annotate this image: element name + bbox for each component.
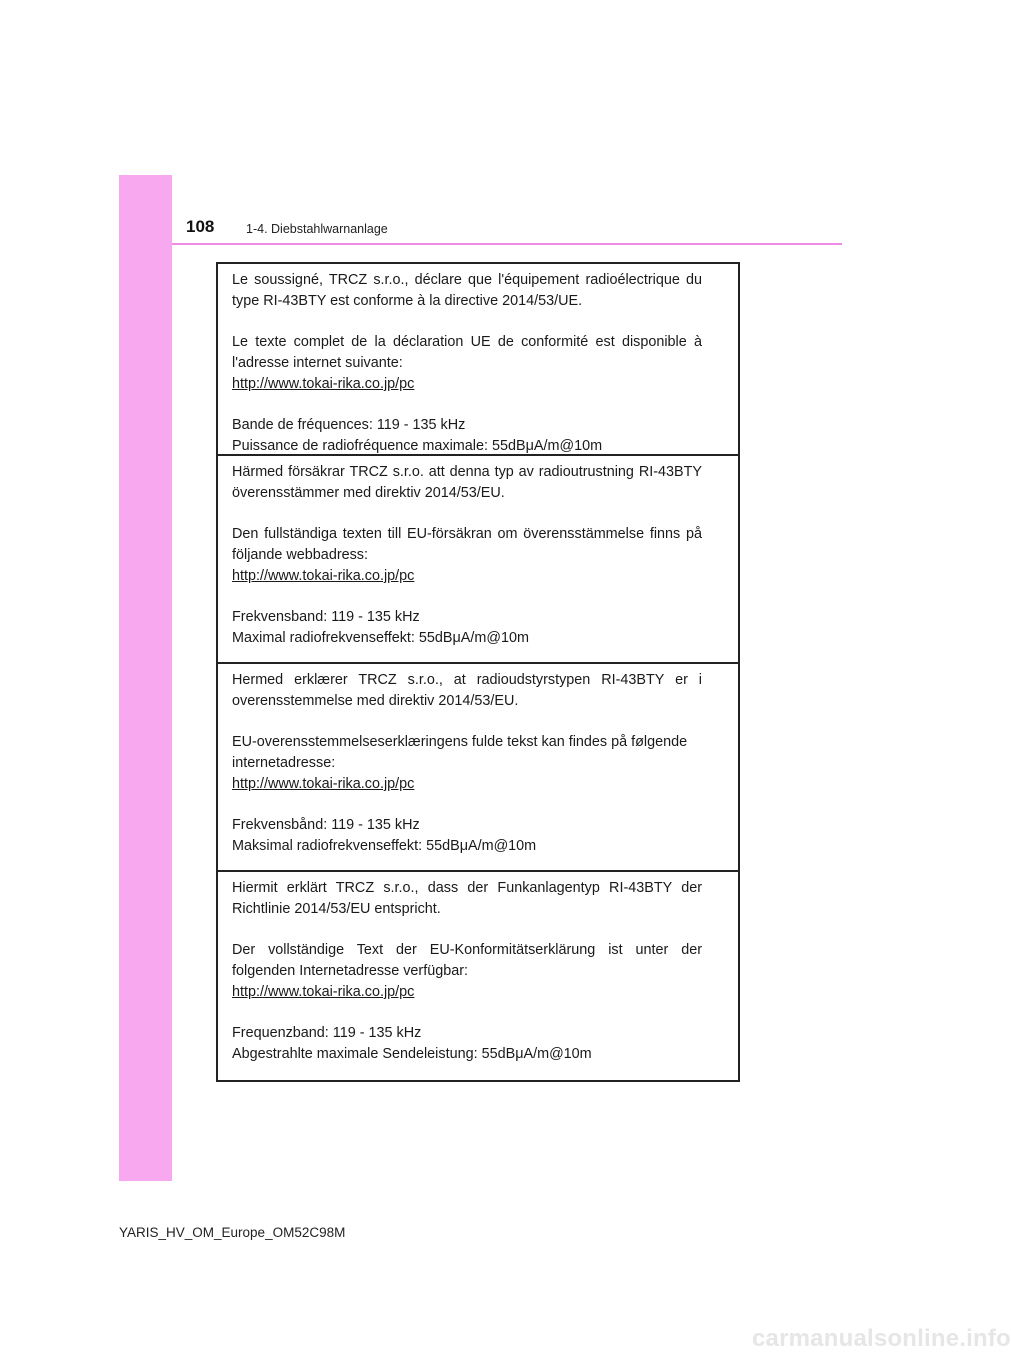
declaration-text: Härmed försäkrar TRCZ s.r.o. att denna typ av radioutrustning RI-43BTY överensstämmer med direktiv 2014/53/EU.	[232, 464, 702, 501]
full-text-notice: EU-overensstemmelseserklæringens fulde tekst kan findes på følgende internetadresse:	[232, 734, 688, 771]
declaration-block-de	[218, 872, 738, 1080]
header-divider	[172, 243, 842, 245]
document-id-footer: YARIS_HV_OM_Europe_OM52C98M	[119, 1225, 346, 1240]
frequency-band: Bande de fréquences: 119 - 135 kHz	[232, 417, 466, 433]
frequency-band: Frequenzband: 119 - 135 kHz	[232, 1025, 422, 1041]
declaration-block-fr	[218, 264, 738, 456]
full-text-notice: Le texte complet de la déclaration UE de conformité est disponible à l'adresse internet suivante:	[232, 334, 702, 371]
max-power: Abgestrahlte maximale Sendeleistung: 55dBμA/m@10m	[232, 1046, 592, 1062]
frequency-band: Frekvensband: 119 - 135 kHz	[232, 609, 420, 625]
declaration-block-sv	[218, 456, 738, 664]
declaration-block-da	[218, 664, 738, 872]
max-power: Puissance de radiofréquence maximale: 55dBμA/m@10m	[232, 438, 603, 454]
site-watermark: carmanualsonline.info	[752, 1325, 1011, 1352]
max-power: Maximal radiofrekvenseffekt: 55dBμA/m@10m	[232, 630, 529, 646]
frequency-band: Frekvensbånd: 119 - 135 kHz	[232, 817, 420, 833]
conformity-notice-box	[216, 262, 740, 1082]
full-text-notice: Der vollständige Text der EU-Konformitätserklärung ist unter der folgenden Internetadresse verfügbar:	[232, 942, 702, 979]
declaration-link[interactable]: http://www.tokai-rika.co.jp/pc	[232, 568, 415, 584]
section-title: 1-4. Diebstahlwarnanlage	[246, 222, 388, 236]
declaration-text: Hermed erklærer TRCZ s.r.o., at radioudstyrstypen RI-43BTY er i overensstemmelse med direktiv 2014/53/EU.	[232, 672, 702, 709]
chapter-tab-band	[119, 175, 172, 1181]
full-text-notice: Den fullständiga texten till EU-försäkran om överensstämmelse finns på följande webbadress:	[232, 526, 702, 563]
page-number: 108	[186, 217, 215, 236]
declaration-link[interactable]: http://www.tokai-rika.co.jp/pc	[232, 376, 415, 392]
declaration-text: Hiermit erklärt TRCZ s.r.o., dass der Funkanlagentyp RI-43BTY der Richtlinie 2014/53/EU entspricht.	[232, 880, 702, 917]
max-power: Maksimal radiofrekvenseffekt: 55dBμA/m@10m	[232, 838, 537, 854]
declaration-link[interactable]: http://www.tokai-rika.co.jp/pc	[232, 984, 415, 1000]
declaration-link[interactable]: http://www.tokai-rika.co.jp/pc	[232, 776, 415, 792]
declaration-text: Le soussigné, TRCZ s.r.o., déclare que l'équipement radioélectrique du type RI-43BTY est conforme à la directive 2014/53/UE.	[232, 272, 702, 309]
